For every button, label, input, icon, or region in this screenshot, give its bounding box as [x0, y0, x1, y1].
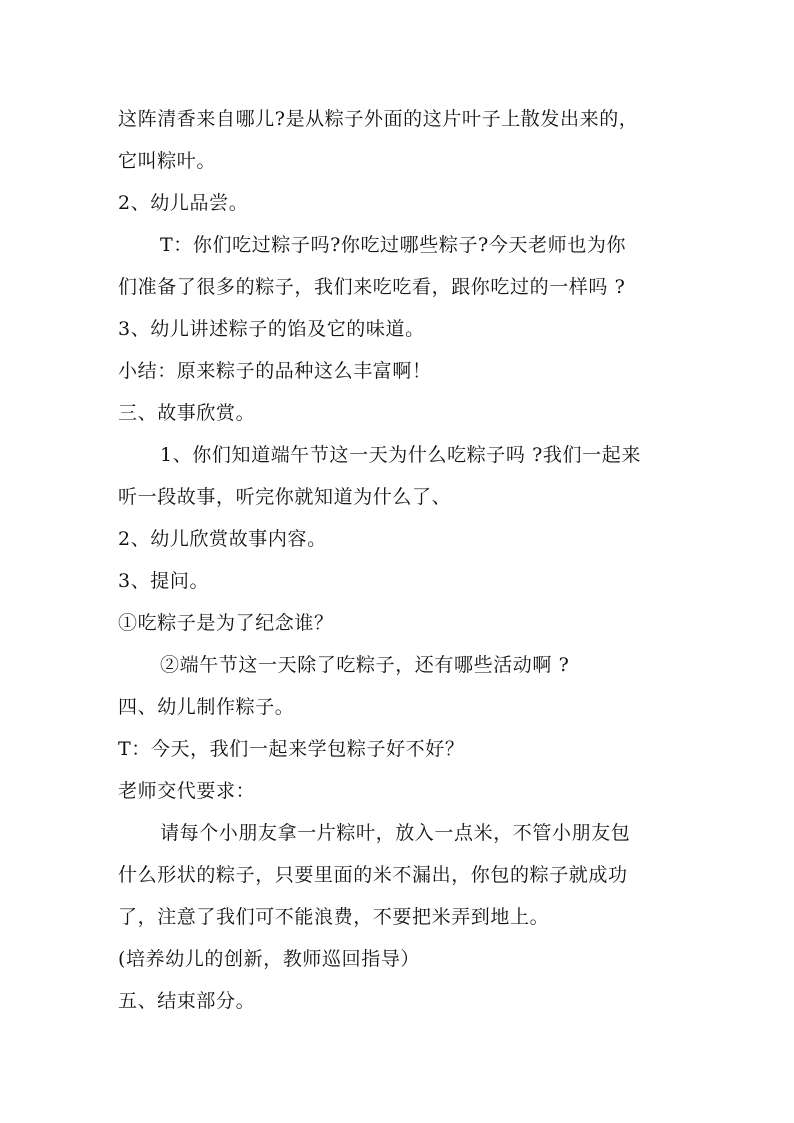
- text-line: T：你们吃过粽子吗?你吃过哪些粽子?今天老师也为你: [160, 234, 627, 256]
- text-line: 了，注意了我们可不能浪费，不要把米弄到地上。: [118, 906, 550, 928]
- text-line: 3、幼儿讲述粽子的馅及它的味道。: [118, 318, 425, 340]
- text-line: (培养幼儿的创新，教师巡回指导）: [118, 948, 421, 970]
- text-line: ①吃粽子是为了纪念谁？: [118, 612, 334, 634]
- text-line: 这阵清香来自哪儿?是从粽子外面的这片叶子上散发出来的，: [118, 108, 639, 130]
- text-line: 2、幼儿品尝。: [118, 192, 249, 214]
- section-heading: 三、故事欣赏。: [118, 402, 256, 424]
- text-line: 什么形状的粽子，只要里面的米不漏出，你包的粽子就成功: [118, 864, 628, 886]
- section-heading: 四、幼儿制作粽子。: [118, 696, 295, 718]
- text-line: 小结：原来粽子的品种这么丰富啊！: [118, 360, 432, 382]
- text-line: 1、你们知道端午节这一天为什么吃粽子吗 ?我们一起来: [160, 444, 641, 466]
- text-line: 老师交代要求：: [118, 780, 256, 802]
- text-line: T：今天，我们一起来学包粽子好不好？: [118, 738, 465, 760]
- text-line: 们准备了很多的粽子，我们来吃吃看，跟你吃过的一样吗 ?: [118, 276, 626, 298]
- text-line: 2、幼儿欣赏故事内容。: [118, 528, 327, 550]
- text-line: 3、提问。: [118, 570, 210, 592]
- text-line: ②端午节这一天除了吃粽子，还有哪些活动啊 ?: [160, 654, 570, 676]
- text-line: 请每个小朋友拿一片粽叶，放入一点米，不管小朋友包: [160, 822, 631, 844]
- text-line: 听一段故事，听完你就知道为什么了、: [118, 486, 452, 508]
- section-heading: 五、结束部分。: [118, 990, 256, 1012]
- text-line: 它叫粽叶。: [118, 150, 217, 172]
